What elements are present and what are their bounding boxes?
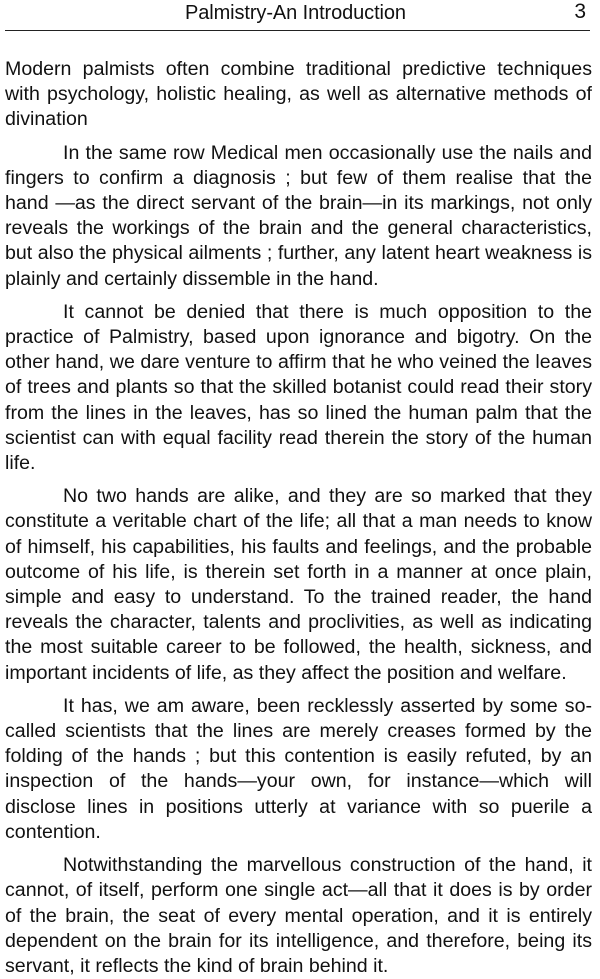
running-header: [5, 0, 590, 31]
running-title: Palmistry-An Introduction: [185, 2, 406, 24]
paragraph-4: No two hands are alike, and they are so marked that they constitute a veritable chart of the life; all that a man needs to know of himself, his capabilities, his faults and feelings, and the probable outcome of his life, is therein set forth in a manner at once plain, simple and easy to understand. To the trained reader, the hand reveals the character, talents and proclivities, as well as indicating the most suitable career to be followed, the health, sickness, and important incidents of life, as they affect the position and welfare.: [5, 485, 592, 684]
page-number: 3: [574, 0, 586, 23]
paragraph-6: Notwithstanding the marvellous construction of the hand, it cannot, of itself, perform one single act—all that it does is by order of the brain, the seat of every mental operation, and it is entirely dependent on the brain for its intelligence, and therefore, being its servant, it reflects the kind of brain behind it.: [5, 854, 592, 977]
paragraph-5: It has, we am aware, been recklessly asserted by some so-called scientists that the lines are merely creases formed by the folding of the hands ; but this contention is easily refuted, by an inspection of the hands—your own, for instance—which will disclose lines in positions utterly at variance with so puerile a contention.: [5, 694, 592, 843]
paragraph-3: It cannot be denied that there is much opposition to the practice of Palmistry, based upon ignorance and bigotry. On the other hand, we dare venture to affirm that he who veined the leaves of trees and plants so that the skilled botanist could read their story from the lines in the leaves, has so lined the human palm that the scientist can with equal facility read therein the story of the human life.: [5, 300, 592, 475]
paragraph-1: Modern palmists often combine traditional predictive techniques with psychology, holistic healing, as well as alternative methods of divination: [5, 58, 592, 131]
paragraph-2: In the same row Medical men occasionally use the nails and fingers to confirm a diagnosis ; but few of them realise that the hand —as the direct servant of the brain—in its markings, not only reveals the workings of the brain and the general characteristics, but also the physical ailments ; further, any latent heart weakness is plainly and certainly dissemble in the hand.: [5, 141, 592, 290]
body-text: [5, 57, 592, 979]
